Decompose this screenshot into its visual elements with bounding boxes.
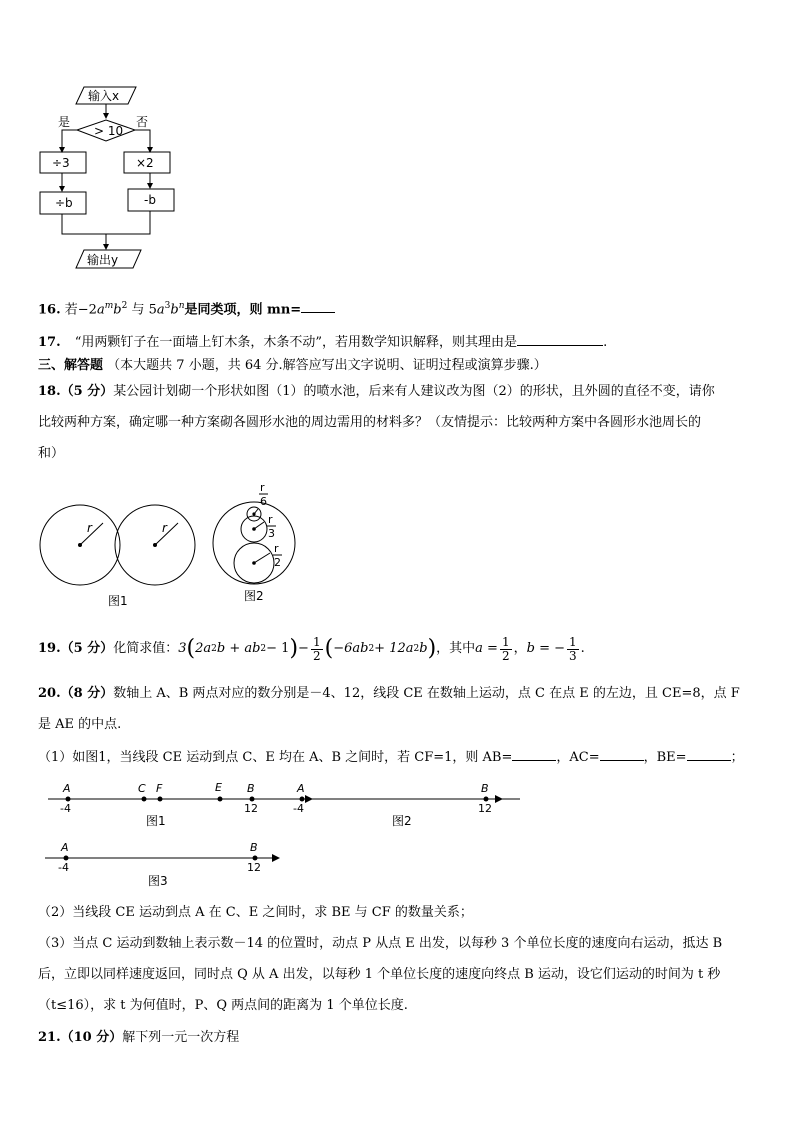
q19-half-den: 2: [312, 648, 321, 663]
nl3-label-b: B: [250, 841, 258, 854]
q16-term1-m: m: [104, 301, 114, 311]
q16-term2-a: a: [156, 302, 165, 318]
nl1-tick-minus4: -4: [60, 802, 71, 815]
q19-expr: 3: [178, 641, 187, 656]
question-16: [38, 296, 335, 320]
question-20-part3-line1: （3）当点 C 运动到数轴上表示数－14 的位置时，动点 P 从点 E 出发，以每秒 3 个单位长度的速度向右运动，抵达 B: [38, 936, 723, 951]
q19-where: ，其中: [436, 641, 476, 656]
nl2-label-b: B: [481, 782, 489, 795]
nl2-tick-12: 12: [478, 802, 492, 815]
flowchart-condition-label: > 10: [94, 124, 124, 138]
q20-ac-blank[interactable]: [600, 746, 644, 761]
question-20-line1: [38, 684, 740, 704]
q16-term1-coef: −2: [77, 302, 97, 318]
q20-part1-ac: ，AC=: [556, 750, 600, 765]
q20-part1-be: ，BE=: [643, 750, 687, 765]
question-number: 20.（8 分）: [38, 686, 114, 701]
question-number: 16.: [38, 302, 61, 318]
question-21: [38, 1028, 239, 1048]
q19-b-frac: [567, 636, 579, 663]
q19-expr: 2: [413, 644, 420, 654]
fig2-caption: 图2: [244, 589, 264, 603]
nl1-label-e: E: [215, 781, 222, 794]
question-18-line1: [38, 382, 715, 402]
q16-term2-b: b: [170, 302, 179, 318]
fig2-r3-den: 3: [268, 527, 275, 540]
question-19: 19.（5 分） 化简求值： 3 ( 2a 2 b + ab 2 − 1 ) − $\frac{1}{2}$ ( −6ab 2 + 12a 2 b ) ，其中 a = $\frac{1}{2}$ ， b = − $\frac{1}{3}$ .: [38, 632, 585, 666]
nl3-label-a: A: [61, 841, 69, 854]
q19-expr: 2: [260, 644, 267, 654]
nl1-label-f: F: [156, 782, 163, 795]
nl2-caption: 图2: [392, 814, 412, 828]
q20-number-lines: [40, 778, 520, 890]
nl1-caption: 图1: [146, 814, 166, 828]
question-number: 18.（5 分）: [38, 384, 114, 399]
flowchart-right-op2-label: -b: [144, 193, 156, 207]
q20-ab-blank[interactable]: [512, 746, 556, 761]
q19-b-eq: b = −: [526, 641, 565, 656]
q19-a-num: 1: [501, 634, 510, 649]
fig1-right-radius-label: r: [162, 521, 167, 535]
question-20-line2: 是 AE 的中点.: [38, 717, 122, 732]
nl2-tick-minus4: -4: [293, 802, 304, 815]
q16-term1-a: a: [96, 302, 105, 318]
q19-a-frac: [500, 636, 512, 663]
question-number: 17.: [38, 335, 61, 350]
q19-b-den: 3: [568, 648, 577, 663]
fig1-caption: 图1: [108, 594, 128, 608]
q19-expr: b: [419, 641, 428, 656]
fig1-left-radius-label: r: [87, 521, 92, 535]
q16-term1-exp: 2: [121, 301, 128, 311]
q19-expr: −6ab: [333, 641, 369, 656]
fig2-r2-num: r: [274, 542, 279, 555]
q21-text: 解下列一元一次方程: [122, 1030, 240, 1045]
q19-expr: 2: [211, 644, 217, 654]
question-20-part3-line3: （t≤16），求 t 为何值时，P、Q 两点间的距离为 1 个单位长度.: [38, 998, 408, 1013]
flowchart: [0, 0, 240, 290]
question-number: 19.（5 分）: [38, 641, 114, 656]
q17-answer-blank[interactable]: [517, 331, 603, 346]
section-3-title: 三、解答题: [38, 358, 104, 373]
q18-figures: [30, 478, 320, 610]
question-20-part2: （2）当线段 CE 运动到点 A 在 C、E 之间时，求 BE 与 CF 的数量关系；: [38, 905, 473, 920]
nl3-caption: 图3: [148, 874, 168, 888]
q16-term2-coef: 5: [148, 302, 157, 318]
nl1-label-b: B: [247, 782, 255, 795]
q16-term2-exp: 3: [164, 301, 171, 311]
fig2-r6-den: 6: [260, 495, 267, 508]
flowchart-left-op2-label: ÷b: [55, 196, 73, 210]
fig2-r2-den: 2: [274, 556, 281, 569]
q17-text: “用两颗钉子在一面墙上钉木条，木条不动”，若用数学知识解释，则其理由是: [74, 335, 518, 350]
q16-pre: 若: [64, 302, 78, 318]
nl1-label-c: C: [138, 782, 146, 795]
q20-part1-text: （1）如图1，当线段 CE 运动到点 C、E 均在 A、B 之间时，若 CF=1，则 AB=: [38, 750, 513, 765]
question-18-line2: 比较两种方案，确定哪一种方案砌各圆形水池的周边需用的材料多？（友情提示：比较两种方案中各圆形水池周长的: [38, 415, 702, 430]
q16-term1-b: b: [113, 302, 122, 318]
q19-expr: −: [298, 641, 309, 656]
nl3-tick-12: 12: [247, 861, 261, 874]
q16-post: 是同类项，则 mn=: [184, 302, 302, 318]
q19-end: .: [580, 641, 585, 656]
q16-mid: 与: [131, 302, 145, 318]
nl1-label-a: A: [63, 782, 71, 795]
section-3-note: （本大题共 7 小题，共 64 分.解答应写出文字说明、证明过程或演算步骤.）: [107, 358, 547, 373]
fig2-r6-num: r: [260, 481, 265, 494]
flowchart-left-op1-label: ÷3: [52, 156, 70, 170]
section-3-header: [38, 356, 547, 376]
q20-text: 数轴上 A、B 两点对应的数分别是－4、12，线段 CE 在数轴上运动，点 C 在点 E 的左边，且 CE=8，点 F: [113, 686, 740, 701]
nl1-tick-12: 12: [244, 802, 258, 815]
q17-end: .: [603, 335, 608, 350]
question-17: [38, 331, 607, 353]
q19-expr: 2: [368, 644, 375, 654]
q19-comma: ，: [513, 641, 527, 656]
q20-part1-end: ；: [730, 750, 744, 765]
flowchart-no-label: 否: [136, 115, 149, 129]
nl3-tick-minus4: -4: [58, 861, 69, 874]
q18-text: 某公园计划砌一个形状如图（1）的喷水池，后来有人建议改为图（2）的形状，且外圆的直径不变，请你: [113, 384, 715, 399]
flowchart-yes-label: 是: [58, 115, 71, 129]
flowchart-input-label: 输入x: [88, 89, 120, 103]
flowchart-output-label: 输出y: [87, 253, 119, 267]
nl2-label-a: A: [297, 782, 305, 795]
q16-term2-n: n: [178, 301, 185, 311]
q19-text: 化简求值：: [113, 641, 179, 656]
question-18-line3: 和）: [38, 446, 65, 461]
q19-expr: − 1: [266, 641, 290, 656]
q20-be-blank[interactable]: [687, 746, 731, 761]
q19-half-num: 1: [312, 634, 321, 649]
question-number: 21.（10 分）: [38, 1030, 123, 1045]
fig2-r3-num: r: [268, 513, 273, 526]
q19-a-eq: a =: [475, 641, 498, 656]
q19-expr: b + ab: [216, 641, 261, 656]
question-20-part3-line2: 后，立即以同样速度返回，同时点 Q 从 A 出发，以每秒 1 个单位长度的速度向终点 B 运动，设它们运动的时间为 t 秒: [38, 967, 721, 982]
q19-expr: + 12a: [374, 641, 414, 656]
q19-expr: 2a: [195, 641, 212, 656]
q16-answer-blank[interactable]: [301, 298, 335, 313]
q19-half: [311, 636, 323, 663]
question-20-part1: [38, 746, 744, 768]
flowchart-right-op1-label: ×2: [136, 156, 154, 170]
q19-b-num: 1: [568, 634, 577, 649]
q19-a-den: 2: [501, 648, 510, 663]
